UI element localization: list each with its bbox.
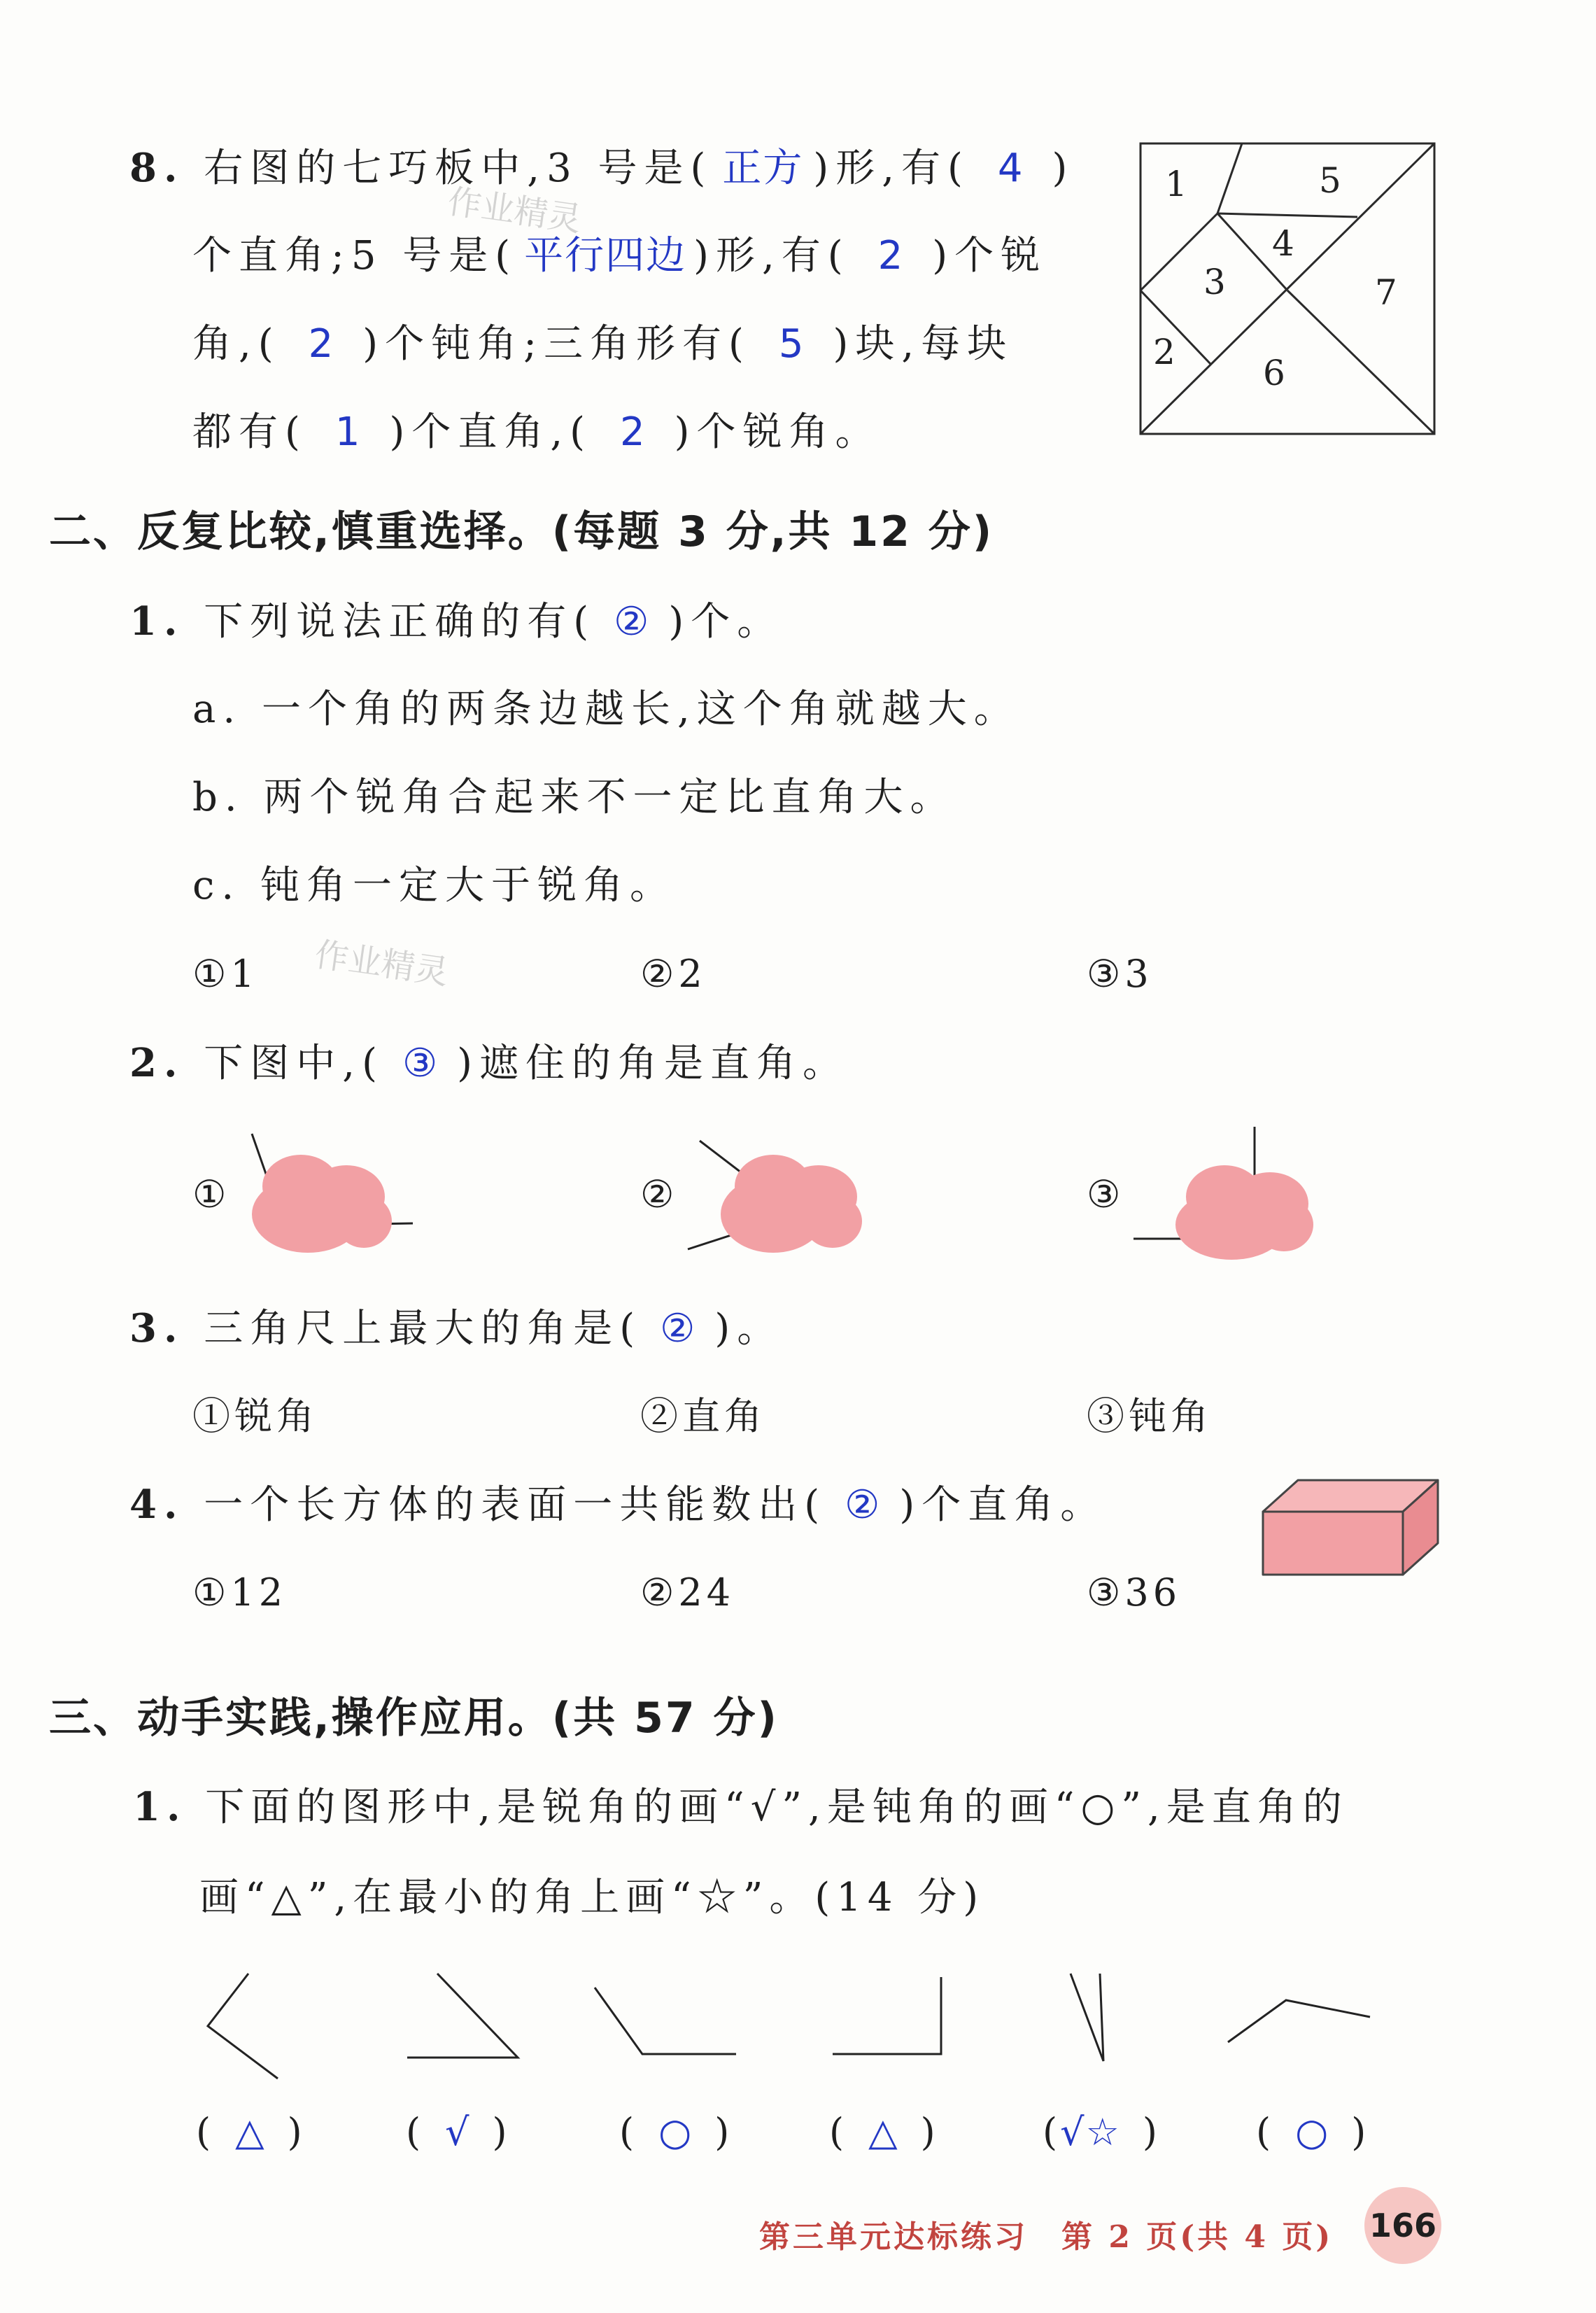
s2-q4-stem: 4. 一个长方体的表面一共能数出( ② )个直角。 — [129, 1482, 1107, 1528]
page-number-badge: 166 — [1364, 2187, 1441, 2264]
watermark-2: 作业精灵 — [312, 934, 451, 993]
s2-q1-option-2: ②2 — [640, 952, 707, 996]
s2-q3-answer: ② — [660, 1306, 697, 1351]
s3-q1-line2: 画“△”,在最小的角上画“☆”。(14 分) — [199, 1875, 985, 1920]
q8-answer-shape3: 正方 — [722, 146, 804, 191]
q8-answer-shape5: 平行四边 — [524, 233, 687, 279]
section2-title: 二、反复比较,慎重选择。(每题 3 分,共 12 分) — [49, 507, 994, 556]
footer-text: 第三单元达标练习 第 2 页(共 4 页) — [759, 2219, 1334, 2255]
q8-number: 8. — [129, 145, 185, 191]
s2-q2-answer: ③ — [402, 1041, 439, 1086]
s3-q1-answer-4: ( △ ) — [829, 2110, 938, 2154]
s3-q1-answer-2: ( √ ) — [406, 2110, 510, 2154]
cloud-angle-3 — [1127, 1120, 1322, 1274]
s2-q3-option-3: ③钝角 — [1087, 1394, 1213, 1438]
angle-figure-4 — [833, 1977, 941, 2054]
angle-figure-2 — [407, 1974, 518, 2058]
s2-q1-answer: ② — [614, 599, 651, 645]
tangram-label-4: 4 — [1272, 223, 1294, 264]
tangram-label-7: 7 — [1375, 272, 1397, 313]
q8-line2: 个直角;5 号是( 平行四边 )形,有( 2 )个锐 — [192, 233, 1047, 279]
q8-line1: 8. 右图的七巧板中,3 号是( 正方 )形,有( 4 ) — [129, 145, 1075, 191]
section3-title: 三、动手实践,操作应用。(共 57 分) — [49, 1694, 779, 1743]
q8-line4: 都有( 1 )个直角,( 2 )个锐角。 — [192, 409, 882, 455]
s3-q1-answer-3: ( ○ ) — [619, 2110, 733, 2154]
s2-q2-option-2-label: ② — [640, 1172, 679, 1216]
s3-q1-answer-5: (√☆ ) — [1043, 2110, 1160, 2154]
tangram-label-6: 6 — [1263, 353, 1285, 393]
s2-q2-stem: 2. 下图中,( ③ )遮住的角是直角。 — [129, 1040, 849, 1086]
s2-q4-option-2: ②24 — [640, 1570, 735, 1615]
q8-answer-triangle-acute: 2 — [620, 409, 647, 455]
s2-q3-option-1: ①锐角 — [192, 1394, 318, 1438]
angle-figures — [189, 1960, 1434, 2086]
s2-q1-option-1: ①1 — [192, 952, 259, 996]
s2-q2-option-3-label: ③ — [1087, 1172, 1125, 1216]
tangram-label-5: 5 — [1319, 160, 1341, 201]
tangram-label-2: 2 — [1153, 332, 1175, 372]
angle-figure-5 — [1071, 1974, 1103, 2061]
cuboid-figure — [1256, 1473, 1445, 1585]
q8-answer-acute5: 2 — [877, 233, 905, 279]
s2-q1-statement-c: c. 钝角一定大于锐角。 — [192, 863, 676, 908]
watermark-1: 作业精灵 — [445, 181, 584, 240]
s2-q1-statement-a: a. 一个角的两条边越长,这个角就越大。 — [192, 687, 1020, 732]
tangram-figure — [1134, 140, 1441, 441]
s2-q3-stem: 3. 三角尺上最大的角是( ② )。 — [129, 1305, 784, 1351]
q8-answer-triangle-right: 1 — [334, 409, 362, 455]
s2-q1-statement-b: b. 两个锐角合起来不一定比直角大。 — [192, 775, 956, 820]
q8-answer-obtuse5: 2 — [308, 321, 335, 367]
q8-line3: 角,( 2 )个钝角;三角形有( 5 )块,每块 — [192, 321, 1014, 367]
q8-answer-right-angles: 4 — [997, 146, 1024, 191]
cloud-angle-2 — [682, 1127, 878, 1267]
s3-q1-line1: 1. 下面的图形中,是锐角的画“√”,是钝角的画“○”,是直角的 — [133, 1784, 1348, 1830]
cloud-angle-1 — [231, 1120, 427, 1274]
q8-answer-triangles: 5 — [778, 321, 805, 367]
s2-q2-option-1-label: ① — [192, 1172, 231, 1216]
s2-q4-option-3: ③36 — [1087, 1570, 1182, 1615]
s3-q1-answer-6: ( ○ ) — [1256, 2110, 1369, 2154]
tangram-label-3: 3 — [1203, 262, 1226, 302]
s2-q3-option-2: ②直角 — [640, 1394, 766, 1438]
angle-figure-1 — [208, 1974, 278, 2079]
s2-q1-option-3: ③3 — [1087, 952, 1153, 996]
s2-q4-option-1: ①12 — [192, 1570, 288, 1615]
angle-figure-6 — [1228, 2000, 1370, 2042]
s2-q1-stem: 1. 下列说法正确的有( ② )个。 — [129, 598, 784, 645]
tangram-label-1: 1 — [1165, 164, 1187, 204]
s2-q4-answer: ② — [845, 1482, 882, 1528]
angle-figure-3 — [595, 1988, 736, 2054]
s3-q1-answer-1: ( △ ) — [196, 2110, 305, 2154]
